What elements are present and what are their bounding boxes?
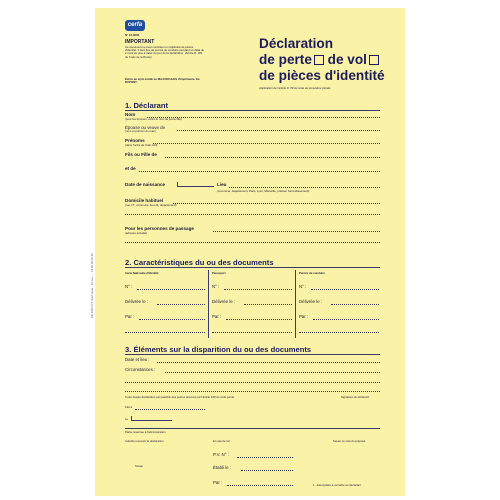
writing-instructions: Écrire au stylo à bille en MAJUSCULES d'imprimerie. Ex. DUPONT bbox=[125, 77, 201, 85]
passeport-par-field[interactable] bbox=[226, 319, 292, 320]
fils-label: Fils ou Fille de bbox=[125, 152, 157, 157]
important-text: Ce document ne peut constituer un duplicata de pièces d'identité. Il tient lieu de permis de conduire pendant un délai de 2 mois au plus à dater du jour de la déclaration. (Article R. 181 du Code de la Route) bbox=[125, 45, 205, 59]
admin-par-field[interactable] bbox=[227, 485, 293, 486]
permis-par-label: Par : bbox=[299, 314, 309, 319]
form-number: N° 13-0000 bbox=[125, 33, 140, 37]
circonstances-field-2[interactable] bbox=[125, 382, 380, 383]
title-line2 bbox=[259, 52, 385, 68]
col-passeport: Passeport bbox=[212, 271, 226, 275]
circonstances-label: Circonstances : bbox=[125, 367, 156, 372]
col-cni: Carte Nationale d'Identité bbox=[125, 271, 159, 275]
nom-label: Nom bbox=[125, 112, 136, 117]
passage-field-2[interactable] bbox=[125, 242, 380, 243]
le-date-field[interactable] bbox=[131, 416, 172, 421]
perte-checkbox[interactable] bbox=[314, 55, 324, 65]
form-subtitle: Application de l'article R. 89 du code de procédure pénale bbox=[259, 86, 331, 90]
cni-no-label: N° : bbox=[125, 284, 133, 289]
title-line1: Déclaration bbox=[259, 36, 334, 51]
cni-delivre-label: Délivrée le : bbox=[125, 299, 149, 304]
date-naissance-label: Date de naissance bbox=[125, 182, 166, 187]
permis-delivre-label: Délivrée le : bbox=[299, 299, 323, 304]
circonstances-field-3[interactable] bbox=[125, 391, 380, 392]
nom-field[interactable] bbox=[147, 117, 380, 118]
et-de-label: et de bbox=[125, 166, 136, 171]
pv-label: P.V. N° : bbox=[213, 452, 229, 457]
cni-par-field[interactable] bbox=[139, 319, 205, 320]
title-vol: de vol bbox=[327, 52, 367, 67]
declaration-form bbox=[95, 8, 405, 496]
domicile-field[interactable] bbox=[173, 203, 380, 204]
admin-par-label: Par : bbox=[213, 480, 223, 485]
etabli-label: Établi le : bbox=[213, 465, 232, 470]
cni-no-field[interactable] bbox=[137, 289, 205, 290]
vol-checkbox[interactable] bbox=[369, 55, 379, 65]
section1-title: 1. Déclarant bbox=[125, 101, 169, 110]
permis-delivre-field[interactable] bbox=[331, 304, 379, 305]
domicile-field-2[interactable] bbox=[125, 214, 380, 215]
prenoms-note: (dans l'ordre de l'état civil) bbox=[125, 143, 158, 147]
cni-delivre-field[interactable] bbox=[157, 304, 205, 305]
lieu-field[interactable] bbox=[229, 187, 380, 188]
signature-label: Signature du déclarant bbox=[341, 395, 370, 399]
admin-sceau-2: Sceau bbox=[135, 464, 143, 468]
etabli-field[interactable] bbox=[241, 470, 293, 471]
form-title bbox=[259, 36, 385, 84]
domicile-note: (rue, N°, commune, lieu-dit, département) bbox=[125, 203, 177, 207]
section3-title: 3. Éléments sur la disparition du ou des documents bbox=[125, 345, 312, 354]
section2-title: 2. Caractéristiques du ou des documents bbox=[125, 258, 274, 267]
epouse-field[interactable] bbox=[177, 130, 380, 131]
date-lieu-field[interactable] bbox=[157, 362, 380, 363]
permis-par-field[interactable] bbox=[313, 319, 379, 320]
epouse-note: (nom et prénom du mari) bbox=[125, 129, 156, 133]
le-label: Le bbox=[125, 417, 129, 421]
admin-sceau: Sceau ou visa du préposé bbox=[333, 439, 366, 443]
fils-field[interactable] bbox=[165, 157, 380, 158]
prenoms-field[interactable] bbox=[153, 143, 380, 144]
cni-par-label: Par : bbox=[125, 314, 135, 319]
lieu-note: (commune, département, Paris, Lyon, Marseille, préciser l'arrondissement) bbox=[217, 189, 310, 193]
passeport-par-label: Par : bbox=[212, 314, 222, 319]
admin-autorite: Autorité recevant la déclaration bbox=[125, 439, 164, 443]
passeport-delivre-label: Délivrée le : bbox=[212, 299, 236, 304]
prenoms-label: Prénoms bbox=[125, 138, 145, 143]
nom-note: (pour les femmes, écrire le nom de jeune fille) bbox=[125, 117, 182, 121]
title-line3: de pièces d'identité bbox=[259, 68, 385, 83]
title-perte: de perte bbox=[259, 52, 312, 67]
epouse-label: Épouse ou veuve de bbox=[125, 125, 166, 130]
domicile-label: Domicile habituel bbox=[125, 198, 164, 203]
footnote: 1 - Exemplaire à remettre au déclarant bbox=[313, 483, 361, 487]
false-declaration-warning: Toute fausse déclaration est passible des peines prévues par l'article 160 du code pénal bbox=[125, 395, 234, 399]
permis-no-field[interactable] bbox=[311, 289, 379, 290]
pv-field[interactable] bbox=[237, 457, 293, 458]
important-title: IMPORTANT bbox=[125, 39, 155, 45]
col-permis: Permis de conduire bbox=[299, 271, 325, 275]
passage-label: Pour les personnes de passage bbox=[125, 226, 194, 231]
date-naissance-field[interactable] bbox=[177, 182, 214, 187]
circonstances-field[interactable] bbox=[165, 372, 380, 373]
passeport-no-field[interactable] bbox=[224, 289, 292, 290]
passage-note: (adresse actuelle) bbox=[125, 231, 148, 235]
side-printer-text: CE 2011 N°3 Imprimerie - 13 rue ... - 02 00 00 00 00 bbox=[90, 253, 94, 318]
et-de-field[interactable] bbox=[139, 171, 380, 172]
fait-a-field[interactable] bbox=[135, 409, 205, 410]
admin-en-cas-vol: En cas de vol : bbox=[213, 439, 232, 443]
passage-field[interactable] bbox=[213, 231, 380, 232]
admin-reserve: Partie réservée à l'administration bbox=[125, 430, 166, 434]
permis-no-label: N° : bbox=[299, 284, 307, 289]
lieu-label: Lieu bbox=[217, 182, 227, 187]
passeport-delivre-field[interactable] bbox=[244, 304, 292, 305]
cerfa-logo: cerfa bbox=[125, 20, 145, 31]
date-lieu-label: Date et lieu : bbox=[125, 357, 150, 362]
passeport-no-label: N° : bbox=[212, 284, 220, 289]
fait-a-label: Fait à bbox=[125, 405, 132, 409]
